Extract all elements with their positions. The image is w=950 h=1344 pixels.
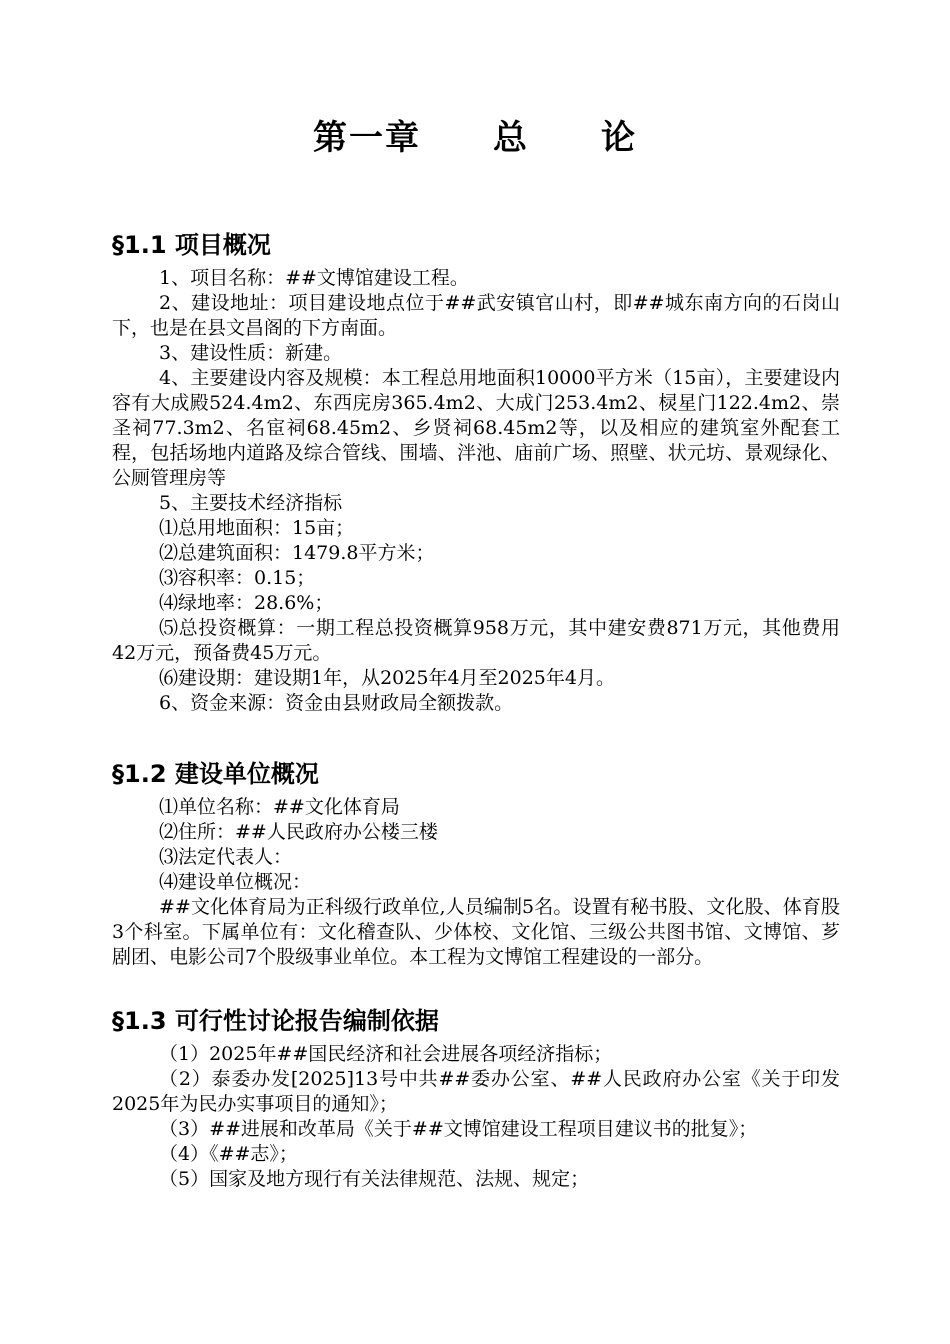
basis-item-2: （2）泰委办发[2025]13号中共##委办公室、##人民政府办公室《关于印发2025年为民办实事项目的通知》； — [112, 1068, 840, 1115]
item-project-nature: 3、建设性质：新建。 — [159, 342, 343, 364]
item-construction-scope: 4、主要建设内容及规模：本工程总用地面积10000平方米（15亩），主要建设内容有大成殿524.4m2、东西庑房365.4m2、大成门253.4m2、棂星门122.4m2、崇圣祠77.3m2、名宦祠68.45m2、乡贤祠68.45m2等，以及相应的建筑室外配套工程，包括场地内道路及综合管线、围墙、泮池、庙前广场、照壁、状元坊、景观绿化、公厕管理房等 — [112, 367, 840, 489]
indicator-plot-ratio: ⑶容积率：0.15； — [159, 567, 316, 589]
item-tech-econ-indicators: 5、主要技术经济指标 — [159, 492, 343, 514]
indicator-building-area: ⑵总建筑面积：1479.8平方米； — [159, 542, 435, 564]
basis-item-3: （3）##进展和改革局《关于##文博馆建设工程项目建议书的批复》； — [159, 1118, 758, 1140]
item-unit-overview: ⑷建设单位概况： — [159, 871, 312, 893]
indicator-green-ratio: ⑷绿地率：28.6%； — [159, 592, 334, 614]
indicator-land-area: ⑴总用地面积：15亩； — [159, 517, 355, 539]
item-unit-description: ##文化体育局为正科级行政单位,人员编制5名。设置有秘书股、文化股、体育股3个科室。下属单位有：文化稽查队、少体校、文化馆、三级公共图书馆、文博馆、芗剧团、电影公司7个股级事业单位。本工程为文博馆工程建设的一部分。 — [112, 896, 840, 968]
section-heading: §1.1 项目概况 — [112, 231, 271, 259]
basis-item-4: （4）《##志》； — [159, 1143, 298, 1165]
section-heading: §1.2 建设单位概况 — [112, 760, 319, 788]
item-legal-representative: ⑶法定代表人： — [159, 846, 293, 868]
item-funding-source: 6、资金来源：资金由县财政局全额拨款。 — [159, 692, 514, 714]
section-heading: §1.3 可行性讨论报告编制依据 — [112, 1007, 439, 1035]
section-report-basis — [112, 1004, 840, 1192]
indicator-total-investment: ⑸总投资概算：一期工程总投资概算958万元，其中建安费871万元，其他费用42万元，预备费45万元。 — [112, 617, 840, 664]
basis-item-5: （5）国家及地方现行有关法律规范、法规、规定； — [159, 1168, 590, 1190]
section-builder-overview — [112, 757, 840, 970]
item-project-name: 1、项目名称：##文博馆建设工程。 — [159, 267, 469, 289]
basis-item-1: （1）2025年##国民经济和社会进展各项经济指标； — [159, 1043, 613, 1065]
item-unit-name: ⑴单位名称：##文化体育局 — [159, 796, 400, 818]
item-unit-address: ⑵住所：##人民政府办公楼三楼 — [159, 821, 438, 843]
item-project-address: 2、建设地址：项目建设地点位于##武安镇官山村，即##城东南方向的石岗山下，也是在县文昌阁的下方南面。 — [112, 292, 840, 339]
indicator-construction-period: ⑹建设期：建设期1年，从2025年4月至2025年4月。 — [159, 667, 615, 689]
section-project-overview — [112, 228, 840, 716]
chapter-title: 第一章 总 论 — [313, 118, 637, 158]
